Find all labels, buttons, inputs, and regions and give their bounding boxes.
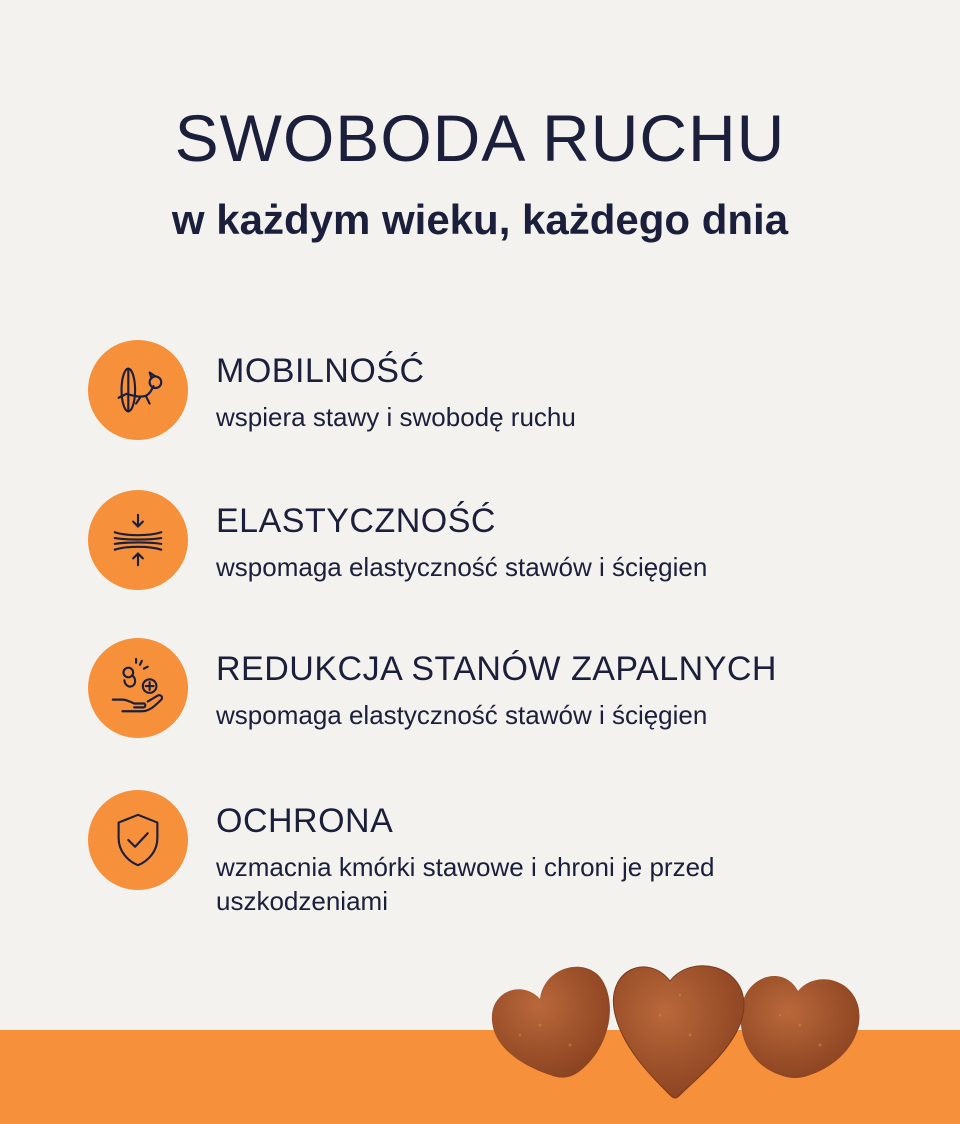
feature-elasticity — [88, 490, 908, 600]
dog-jumping-icon — [107, 359, 169, 421]
feature-inflammation-reduction — [88, 638, 908, 748]
feature-description: wzmacnia kmórki stawowe i chroni je przed uszkodzeniami — [216, 852, 715, 916]
feature-title: OCHRONA — [216, 802, 394, 840]
heart-treats-image — [480, 925, 880, 1105]
feature-title: ELASTYCZNOŚĆ — [216, 502, 496, 540]
feature-description: wspiera stawy i swobodę ruchu — [216, 402, 576, 432]
feature-icon-circle — [88, 790, 188, 890]
feature-title: REDUKCJA STANÓW ZAPALNYCH — [216, 650, 777, 688]
feature-icon-circle — [88, 490, 188, 590]
page-title: SWOBODA RUCHU — [174, 101, 786, 175]
feature-icon-circle — [88, 638, 188, 738]
feature-icon-circle — [88, 340, 188, 440]
feature-description: wspomaga elastyczność stawów i ścięgien — [216, 700, 708, 730]
shield-check-icon — [107, 809, 169, 871]
feature-mobility — [88, 340, 908, 450]
treat-center — [613, 966, 744, 1098]
joint-care-hand-icon — [107, 657, 169, 719]
page-subtitle: w każdym wieku, każdego dnia — [171, 196, 789, 243]
feature-description: wspomaga elastyczność stawów i ścięgien — [216, 552, 708, 582]
compression-layers-icon — [107, 509, 169, 571]
feature-title: MOBILNOŚĆ — [216, 352, 425, 390]
feature-protection — [88, 790, 908, 916]
treat-right — [741, 976, 860, 1078]
treat-left — [492, 967, 610, 1078]
